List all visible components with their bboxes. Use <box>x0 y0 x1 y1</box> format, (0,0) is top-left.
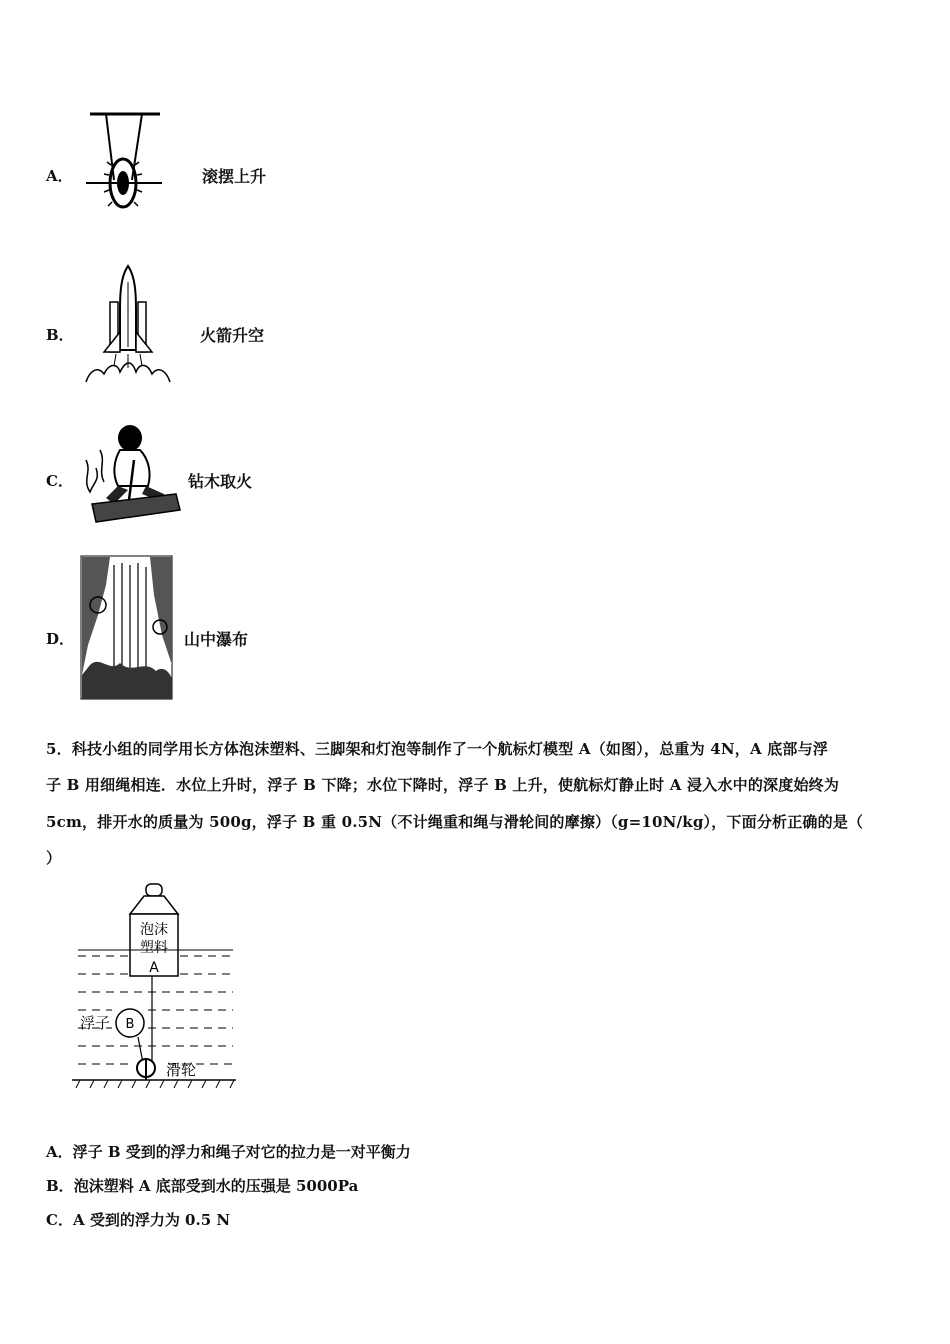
pulley-label: 滑轮 <box>166 1061 197 1079</box>
answer-b-letter: B． <box>46 1177 74 1195</box>
option-c-caption: 钻木取火 <box>188 472 253 491</box>
rocket-launch-icon <box>80 262 176 386</box>
answer-b-text: 泡沫塑料 A 底部受到水的压强是 5000Pa <box>73 1177 359 1195</box>
foam-label-2: 塑料 <box>140 940 168 956</box>
answer-b <box>46 1175 358 1196</box>
answer-c-text: A 受到的浮力为 0.5 N <box>72 1211 231 1229</box>
answer-a-text: 浮子 B 受到的浮力和绳子对它的拉力是一对平衡力 <box>72 1143 411 1161</box>
foam-label-1: 泡沫 <box>140 922 168 938</box>
block-a-label: A <box>149 960 159 976</box>
float-label: 浮子 <box>80 1014 111 1032</box>
option-a-caption: 滚摆上升 <box>202 167 267 186</box>
yo-yo-pendulum-icon <box>84 110 164 215</box>
option-c-letter: C． <box>46 472 73 490</box>
question-5-line-1: 5．科技小组的同学用长方体泡沫塑料、三脚架和灯泡等制作了一个航标灯模型 A（如图），总重为 4N，A 底部与浮 <box>46 740 829 758</box>
option-b-caption: 火箭升空 <box>200 326 265 345</box>
float-b-label: B <box>125 1017 135 1032</box>
drilling-wood-fire-icon <box>78 420 183 526</box>
question-5-line-4: ） <box>46 849 62 867</box>
answer-c-letter: C． <box>46 1211 73 1229</box>
option-d-caption: 山中瀑布 <box>184 630 249 649</box>
option-a-letter: A． <box>46 167 73 185</box>
option-d-letter: D． <box>46 630 75 648</box>
answer-a <box>46 1141 411 1162</box>
question-5-line-3: 5cm，排开水的质量为 500g，浮子 B 重 0.5N（不计绳重和绳与滑轮间的摩擦）（g=10N/kg），下面分析正确的是（ <box>46 813 864 831</box>
buoy-model-diagram <box>68 882 243 1094</box>
answer-a-letter: A． <box>46 1143 73 1161</box>
mountain-waterfall-icon <box>80 555 173 700</box>
option-b-letter: B． <box>46 326 74 344</box>
answer-c <box>46 1209 230 1230</box>
question-5-line-2: 子 B 用细绳相连．水位上升时，浮子 B 下降；水位下降时，浮子 B 上升，使航标灯静止时 A 浸入水中的深度始终为 <box>46 776 840 794</box>
lamp-bulb <box>146 884 162 896</box>
lamp-tripod <box>130 896 178 914</box>
